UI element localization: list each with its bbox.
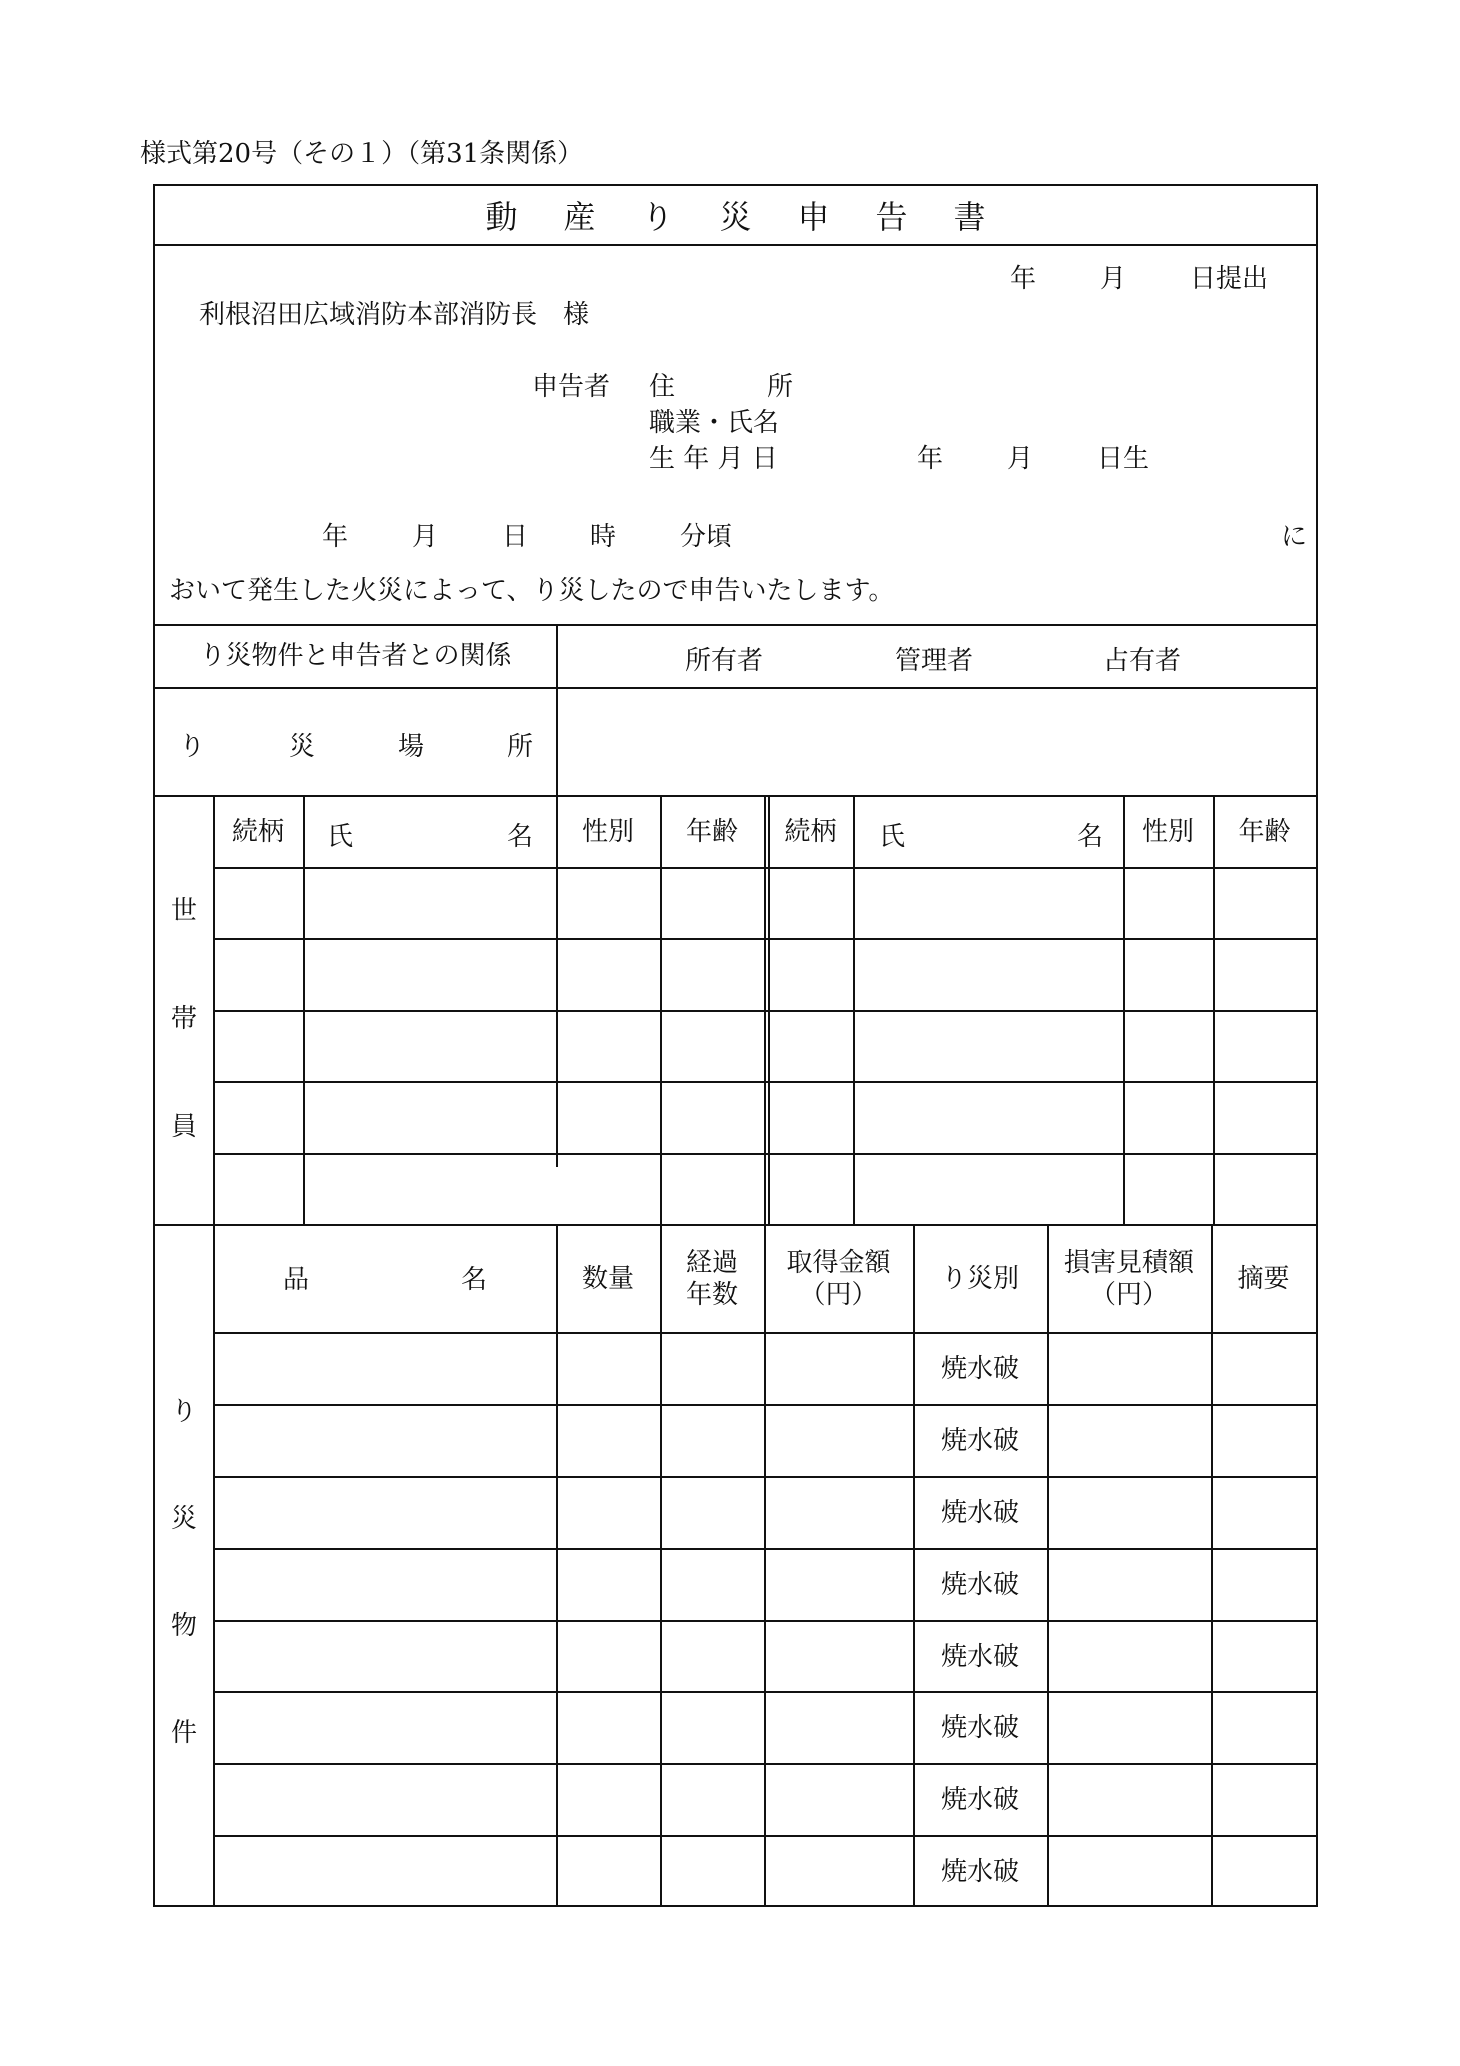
- table-row-divider: [213, 1404, 1316, 1406]
- form-number-label: 様式第20号（その１）（第31条関係）: [140, 139, 584, 169]
- household-name-header: 氏: [327, 822, 354, 852]
- location-label-char: 災: [289, 732, 316, 762]
- relation-label: り災物件と申告者との関係: [199, 640, 512, 671]
- incident-year-label: 年: [322, 522, 349, 552]
- submit-day-label: 日提出: [1190, 264, 1269, 294]
- property-side-char: 件: [171, 1718, 198, 1748]
- table-row-divider: [213, 1476, 1316, 1478]
- property-cost-header-1: 取得金額: [786, 1247, 891, 1278]
- location-label-char: 場: [398, 732, 425, 762]
- property-item-header-2: 名: [461, 1265, 488, 1295]
- table-row-divider: [213, 1010, 1316, 1012]
- damage-type-cell: 焼水破: [940, 1353, 1019, 1384]
- table-row-divider: [213, 1691, 1316, 1693]
- submit-year-label: 年: [1010, 264, 1037, 294]
- title-char: 動: [485, 198, 518, 236]
- property-quantity-header: 数量: [581, 1263, 634, 1294]
- damage-type-cell: 焼水破: [940, 1712, 1019, 1743]
- property-remarks-header: 摘要: [1237, 1263, 1290, 1294]
- property-cost-header: [764, 1226, 913, 1332]
- divider: [155, 687, 1316, 689]
- table-row-divider: [213, 938, 1316, 940]
- property-years-header-2: 年数: [685, 1280, 738, 1310]
- table-row-divider: [213, 1548, 1316, 1550]
- divider: [660, 795, 662, 1907]
- address-label: 住: [649, 372, 676, 402]
- declarant-label: 申告者: [532, 372, 611, 402]
- damage-type-cell: 焼水破: [940, 1784, 1019, 1815]
- title-char: り: [641, 198, 674, 236]
- household-side-char: 世: [171, 896, 198, 926]
- household-relation-header: 続柄: [231, 816, 284, 847]
- property-side-char: り: [171, 1397, 198, 1427]
- form-title: [155, 186, 1316, 246]
- household-age-header: 年齢: [685, 816, 738, 847]
- divider: [556, 624, 558, 1167]
- property-side-char: 物: [171, 1611, 198, 1641]
- household-side-char: 帯: [171, 1004, 198, 1034]
- table-row-divider: [213, 1081, 1316, 1083]
- relation-option-owner: 所有者: [685, 646, 764, 676]
- location-label-char: 所: [507, 732, 534, 762]
- property-cost-header-2: （円）: [799, 1280, 878, 1310]
- addressee: 利根沼田広域消防本部消防長 様: [199, 300, 590, 330]
- table-row-divider: [213, 1835, 1316, 1837]
- table-row-divider: [213, 867, 1316, 869]
- damage-type-cell: 焼水破: [940, 1641, 1019, 1672]
- damage-type-cell: 焼水破: [940, 1497, 1019, 1528]
- household-relation-header: 続柄: [784, 816, 837, 847]
- damage-type-cell: 焼水破: [940, 1569, 1019, 1600]
- divider: [213, 795, 215, 1907]
- property-loss-header-2: （円）: [1089, 1280, 1168, 1310]
- household-name-header-2: 名: [507, 822, 534, 852]
- table-row-divider: [213, 1620, 1316, 1622]
- damage-type-cell: 焼水破: [940, 1425, 1019, 1456]
- property-side-char: 災: [171, 1504, 198, 1534]
- submit-month-label: 月: [1100, 264, 1127, 294]
- title-char: 災: [719, 198, 752, 236]
- incident-place-suffix: に: [1281, 522, 1308, 552]
- dob-month-label: 月: [1007, 444, 1034, 474]
- dob-day-label: 日生: [1097, 444, 1150, 474]
- location-label-char: り: [179, 732, 206, 762]
- occupation-name-label: 職業・氏名: [649, 408, 780, 438]
- disaster-report-form: [153, 184, 1318, 1907]
- address-label-2: 所: [767, 372, 794, 402]
- household-sex-header: 性別: [581, 816, 634, 847]
- title-char: 産: [563, 198, 596, 236]
- property-years-header-1: 経過: [685, 1247, 738, 1278]
- title-char: 書: [953, 198, 986, 236]
- incident-statement: おいて発生した火災によって、り災したので申告いたします。: [169, 576, 895, 606]
- household-sex-header: 性別: [1141, 816, 1194, 847]
- incident-minute-label: 分頃: [680, 522, 733, 552]
- date-of-birth-label: 生 年 月 日: [649, 444, 778, 474]
- property-loss-header-1: 損害見積額: [1063, 1247, 1194, 1278]
- relation-option-manager: 管理者: [895, 646, 974, 676]
- damage-type-cell: 焼水破: [940, 1856, 1019, 1887]
- incident-month-label: 月: [412, 522, 439, 552]
- dob-year-label: 年: [917, 444, 944, 474]
- title-char: 申: [797, 198, 830, 236]
- table-row-divider: [213, 1763, 1316, 1765]
- property-item-header: 品: [283, 1265, 310, 1295]
- table-row-divider: [213, 1153, 1316, 1155]
- title-char: 告: [875, 198, 908, 236]
- incident-hour-label: 時: [590, 522, 617, 552]
- household-name-header: 氏: [879, 822, 906, 852]
- property-damage-type-header: り災別: [940, 1263, 1019, 1294]
- household-age-header: 年齢: [1238, 816, 1291, 847]
- incident-day-label: 日: [502, 522, 529, 552]
- table-row-divider: [213, 1332, 1316, 1334]
- property-years-header: [660, 1226, 764, 1332]
- household-name-header-2: 名: [1077, 822, 1104, 852]
- household-side-char: 員: [171, 1112, 198, 1142]
- relation-option-occupant: 占有者: [1103, 646, 1182, 676]
- property-loss-header: [1047, 1226, 1211, 1332]
